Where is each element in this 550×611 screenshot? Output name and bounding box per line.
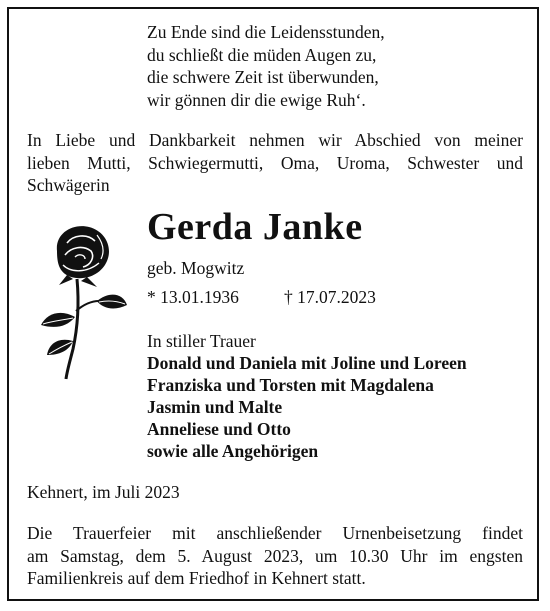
- poem-line: die schwere Zeit ist überwunden,: [147, 67, 379, 87]
- funeral-line: am Samstag, dem 5. August 2023, um 10.30 Uhr im engsten: [27, 545, 523, 566]
- intro-line: In Liebe und Dankbarkeit nehmen wir Abschied von meiner: [27, 130, 523, 150]
- death-date: † 17.07.2023: [284, 287, 376, 307]
- deceased-name: Gerda Janke: [147, 206, 363, 248]
- funeral-notice: [27, 522, 523, 590]
- poem-line: wir gönnen dir die ewige Ruh‘.: [147, 89, 366, 110]
- mourner-line: sowie alle Angehörigen: [147, 441, 319, 461]
- birth-date: * 13.01.1936: [147, 287, 239, 307]
- maiden-name: geb. Mogwitz: [147, 258, 245, 278]
- mourner-line: Franziska und Torsten mit Magdalena: [147, 375, 434, 395]
- poem: [147, 21, 507, 111]
- intro-line: lieben Mutti, Schwiegermutti, Oma, Uroma, Schwester und: [27, 152, 523, 173]
- intro-line: Schwägerin: [27, 175, 110, 195]
- mourners-heading: In stiller Trauer: [147, 331, 256, 351]
- poem-line: du schließt die müden Augen zu,: [147, 44, 377, 65]
- mourners-block: [147, 330, 467, 462]
- mourner-line: Anneliese und Otto: [147, 419, 291, 439]
- place-date: Kehnert, im Juli 2023: [27, 482, 180, 502]
- funeral-line: Die Trauerfeier mit anschließender Urnenbeisetzung findet: [27, 523, 523, 543]
- intro-text: [27, 129, 523, 197]
- mourner-line: Jasmin und Malte: [147, 397, 283, 417]
- poem-line: Zu Ende sind die Leidensstunden,: [147, 22, 385, 42]
- rose-icon: [37, 221, 129, 381]
- life-dates: [147, 286, 376, 308]
- funeral-line: Familienkreis auf dem Friedhof in Kehnert statt.: [27, 568, 366, 588]
- mourner-line: Donald und Daniela mit Joline und Loreen: [147, 353, 467, 373]
- obituary-frame: [7, 7, 539, 601]
